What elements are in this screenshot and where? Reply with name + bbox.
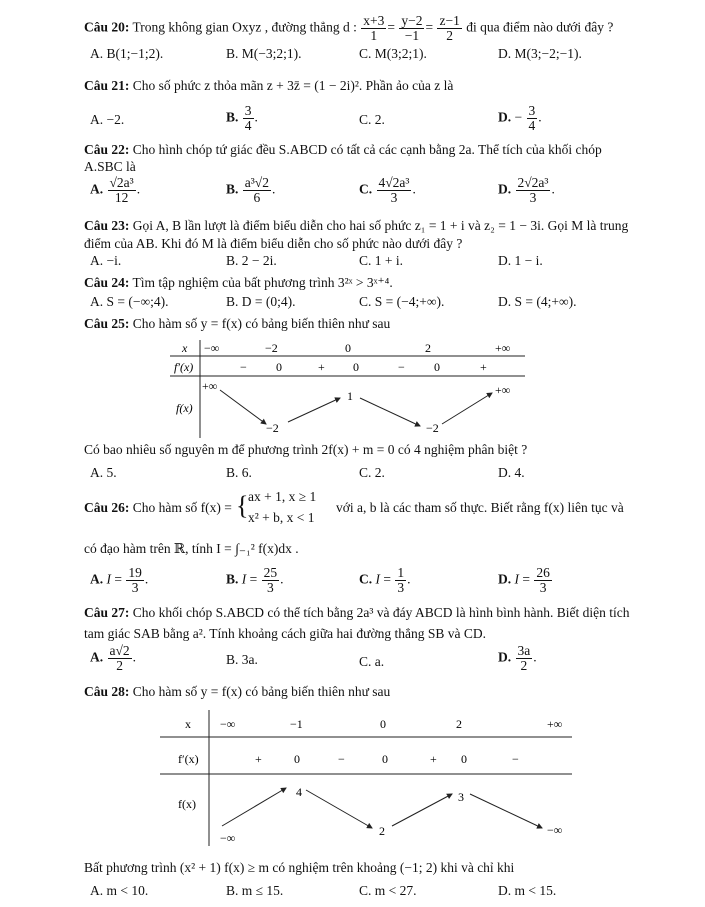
q24-option-c[interactable]: C. S = (−4;+∞). — [359, 294, 445, 309]
q23-option-c[interactable]: C. 1 + i. — [359, 253, 403, 268]
q25-x-0: −∞ — [204, 341, 220, 355]
q28-fp-label: f′(x) — [178, 752, 199, 766]
q28-label: Câu 28: — [84, 684, 130, 699]
q24-stem — [84, 275, 393, 291]
q27-stem-line1 — [84, 605, 630, 621]
q20-stem: Câu 20: Trong không gian Oxyz , đường thẳng d : $\frac{x+3}{1}$ = $\frac{y-2}{-1}$ = $\frac{z-1}{2}$ đi qua điểm nào dưới đây ? — [84, 13, 614, 43]
q28-option-a[interactable]: A. m < 10. — [90, 883, 149, 898]
q28-variation-table — [160, 708, 580, 848]
q28-sign-1: 0 — [294, 752, 300, 766]
q20-option-a[interactable]: A. B(1;−1;2). — [90, 46, 164, 61]
q28-x-3: 2 — [456, 717, 462, 731]
q23-line2: điểm của AB. Khi đó M là điểm biểu diễn cho số phức nào dưới đây ? — [84, 236, 463, 251]
q25-fp-label: f′(x) — [174, 360, 194, 374]
q22-line2: A.SBC là — [84, 159, 136, 174]
q28-f-0: −∞ — [220, 831, 236, 845]
q25-sign-3: 0 — [353, 360, 359, 374]
q22-option-c[interactable]: C. $\frac{\text{4√2a³}}{3}$ . — [359, 175, 416, 205]
q22-label: Câu 22: — [84, 142, 130, 157]
q25-f-label: f(x) — [176, 401, 193, 415]
q28-f-2: 2 — [379, 824, 385, 838]
q25-f-4: +∞ — [495, 383, 511, 397]
q25-option-a[interactable]: A. 5. — [90, 465, 117, 480]
q25-question: Có bao nhiêu số nguyên m để phương trình 2f(x) + m = 0 có 4 nghiệm phân biệt ? — [84, 442, 528, 457]
q26-option-c[interactable]: C. I = $\frac{1}{3}$ . — [359, 565, 411, 595]
q25-sign-4: − — [398, 360, 405, 374]
q20-frac1: $\frac{x+3}{1}$ — [363, 13, 385, 43]
q25-x-4: +∞ — [495, 341, 511, 355]
q28-f-3: 3 — [458, 790, 464, 804]
q27-option-a[interactable]: A. $\frac{a√2}{2}$ . — [90, 643, 137, 673]
q21-option-c[interactable]: C. 2. — [359, 112, 385, 127]
q26-option-a[interactable]: A. I = $\frac{19}{3}$ . — [90, 565, 149, 595]
q23-option-b[interactable]: B. 2 − 2i. — [226, 253, 277, 268]
q25-stem — [84, 316, 390, 332]
q25-f-3: −2 — [426, 421, 439, 435]
q23-option-a[interactable]: A. −i. — [90, 253, 122, 268]
q24-option-b[interactable]: B. D = (0;4). — [226, 294, 296, 309]
q28-sign-0: + — [255, 752, 262, 766]
q27-option-c[interactable]: C. a. — [359, 654, 385, 669]
q26-line2: có đạo hàm trên ℝ, tính I = ∫₋₁² f(x)dx . — [84, 541, 299, 556]
q25-sign-6: + — [480, 360, 487, 374]
q26-label: Câu 26: — [84, 500, 130, 515]
q28-sign-4: + — [430, 752, 437, 766]
q20-option-c[interactable]: C. M(3;2;1). — [359, 46, 427, 61]
q28-text: Cho hàm số y = f(x) có bảng biến thiên như sau — [132, 684, 391, 699]
q21-label: Câu 21: — [84, 78, 130, 93]
q26-brace: { — [236, 491, 249, 520]
q26-case2: x² + b, x < 1 — [248, 510, 315, 525]
q28-sign-6: − — [512, 752, 519, 766]
q25-f-2: 1 — [347, 389, 353, 403]
q25-x-3: 2 — [425, 341, 431, 355]
q28-f-1: 4 — [296, 785, 302, 799]
q28-option-d[interactable]: D. m < 15. — [498, 883, 557, 898]
q21-option-a[interactable]: A. −2. — [90, 112, 125, 127]
q26-prefix: Cho hàm số f(x) = — [132, 500, 232, 515]
q27-line1: Cho khối chóp S.ABCD có thể tích bằng 2a³ và đáy ABCD là hình bình hành. Biết diện tích — [132, 605, 630, 620]
q25-x-1: −2 — [265, 341, 278, 355]
q28-option-b[interactable]: B. m ≤ 15. — [226, 883, 284, 898]
q22-option-b[interactable]: B. $\frac{\text{a³√2}}{6}$ . — [226, 175, 276, 205]
q28-question: Bất phương trình (x² + 1) f(x) ≥ m có nghiệm trên khoảng (−1; 2) khi và chỉ khi — [84, 860, 515, 875]
q25-x-label: x — [182, 341, 188, 355]
q28-x-0: −∞ — [220, 717, 236, 731]
q28-option-c[interactable]: C. m < 27. — [359, 883, 417, 898]
q28-x-4: +∞ — [547, 717, 563, 731]
q20-suffix: đi qua điểm nào dưới đây ? — [466, 19, 614, 35]
q28-stem — [84, 684, 390, 700]
q20-prefix: Trong không gian Oxyz , đường thẳng d : — [132, 19, 357, 35]
q21-stem — [84, 78, 453, 94]
q25-option-c[interactable]: C. 2. — [359, 465, 385, 480]
q26-option-d[interactable]: D. I = $\frac{26}{3}$ — [498, 565, 550, 595]
q23-line1: Gọi A, B lần lượt là điểm biểu diễn cho hai số phức z₁ = 1 + i và z₂ = 1 − 3i. Gọi M là trung — [132, 218, 629, 233]
q21-option-b[interactable]: B. $\frac{3}{4}$ . — [226, 103, 258, 133]
q24-option-d[interactable]: D. S = (4;+∞). — [498, 294, 577, 309]
q26-case1: ax + 1, x ≥ 1 — [248, 489, 317, 504]
q25-variation-table — [170, 338, 530, 440]
q25-option-d[interactable]: D. 4. — [498, 465, 525, 480]
q24-option-a[interactable]: A. S = (−∞;4). — [90, 294, 169, 309]
q28-x-2: 0 — [380, 717, 386, 731]
q25-f-1: −2 — [266, 421, 279, 435]
q26-option-b[interactable]: B. I = $\frac{25}{3}$ . — [226, 565, 284, 595]
q23-stem-line1 — [84, 218, 628, 234]
q22-line1: Cho hình chóp tứ giác đều S.ABCD có tất cả các cạnh bằng 2a. Thể tích của khối chóp — [132, 142, 602, 157]
q25-sign-1: 0 — [276, 360, 282, 374]
q27-line2: tam giác SAB bằng a². Tính khoảng cách giữa hai đường thẳng SB và CD. — [84, 626, 487, 641]
q28-x-label: x — [185, 717, 191, 731]
q24-text: Tìm tập nghiệm của bất phương trình 3²ˣ > 3ˣ⁺⁴. — [132, 275, 393, 290]
q22-stem-line1 — [84, 142, 602, 158]
q28-sign-3: 0 — [382, 752, 388, 766]
q21-option-d[interactable]: D. − $\frac{3}{4}$ . — [498, 103, 542, 133]
q20-option-b[interactable]: B. M(−3;2;1). — [226, 46, 302, 61]
q26-stem — [84, 500, 232, 516]
q25-label: Câu 25: — [84, 316, 130, 331]
q20-frac2: $\frac{y-2}{-1}$ — [401, 13, 423, 43]
q20-frac3: $\frac{z-1}{2}$ — [439, 13, 460, 43]
q22-option-a[interactable]: A. $\frac{\text{√2a³}}{12}$ . — [90, 175, 141, 205]
q24-label: Câu 24: — [84, 275, 130, 290]
q23-option-d[interactable]: D. 1 − i. — [498, 253, 543, 268]
q27-label: Câu 27: — [84, 605, 130, 620]
q28-x-1: −1 — [290, 717, 303, 731]
q28-f-label: f(x) — [178, 797, 196, 811]
q28-sign-5: 0 — [461, 752, 467, 766]
q26-suffix: với a, b là các tham số thực. Biết rằng f(x) liên tục và — [336, 500, 624, 515]
q21-text: Cho số phức z thỏa mãn z + 3z̄ = (1 − 2i)². Phần ảo của z là — [132, 78, 454, 93]
q23-label: Câu 23: — [84, 218, 130, 233]
q28-f-4: −∞ — [547, 823, 563, 837]
q25-option-b[interactable]: B. 6. — [226, 465, 252, 480]
q25-f-0: +∞ — [202, 379, 218, 393]
q20-option-d[interactable]: D. M(3;−2;−1). — [498, 46, 582, 61]
q22-option-d[interactable]: D. $\frac{\text{2√2a³}}{3}$ . — [498, 175, 555, 205]
q25-sign-0: − — [240, 360, 247, 374]
q27-option-b[interactable]: B. 3a. — [226, 652, 258, 667]
q25-sign-5: 0 — [434, 360, 440, 374]
q25-text: Cho hàm số y = f(x) có bảng biến thiên như sau — [132, 316, 391, 331]
q25-sign-2: + — [318, 360, 325, 374]
q25-x-2: 0 — [345, 341, 351, 355]
q20-label: Câu 20: — [84, 19, 130, 35]
q27-option-d[interactable]: D. $\frac{3a}{2}$ . — [498, 643, 537, 673]
q28-sign-2: − — [338, 752, 345, 766]
